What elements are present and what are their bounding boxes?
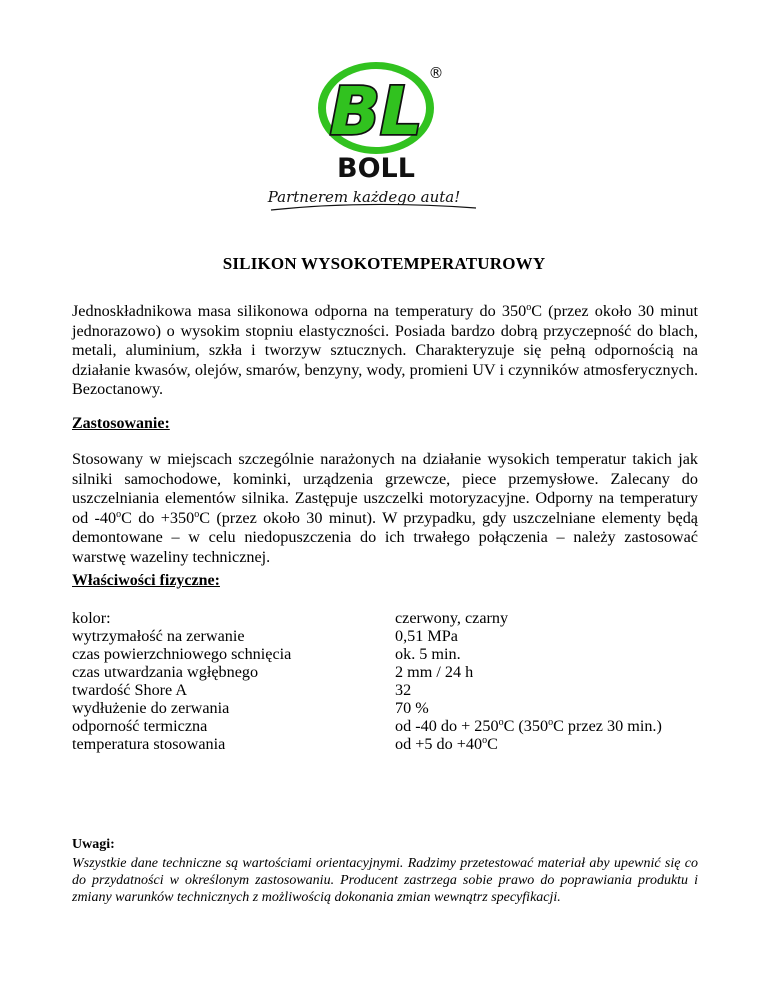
boll-logo-graphic bbox=[256, 60, 506, 220]
usage-heading: Zastosowanie: bbox=[72, 415, 170, 432]
property-row: czas utwardzania wgłębnego 2 mm / 24 h bbox=[72, 663, 474, 681]
property-row: odporność termiczna od -40 do + $250^oC$ (350$^o$C przez 30 min.) bbox=[72, 717, 662, 735]
product-title: SILIKON WYSOKOTEMPERATUROWY bbox=[222, 254, 546, 273]
usage-paragraph: Stosowany w miejscach szczególnie narażonych na działanie wysokich temperatur takich jak silniki samochodowe, kominki, urządzenia grzewcze, piece przemysłowe. Zalecany do uszczelniania elementów silnika. Zastępuje uszczelki motoryzacyjne. Odporny na temperatury od -40$^o$C do $+350^oC$ (przez około 30 minut). W przypadku, gdy uszczelniane elementy będą demontowane – w celu niedopuszczenia do ich trwałego połączenia – należy zastosować warstwę wazeliny technicznej. bbox=[72, 450, 698, 566]
notes-label: Uwagi: bbox=[72, 837, 115, 852]
property-row: temperatura stosowania od +5 do $+40^oC$ bbox=[72, 735, 498, 753]
logo-brand-name: BOLL bbox=[337, 153, 415, 184]
property-row: wydłużenie do zerwania 70 % bbox=[72, 699, 429, 717]
properties-table bbox=[72, 609, 662, 753]
logo-letters: BL bbox=[329, 73, 423, 150]
boll-logo bbox=[256, 60, 506, 220]
properties-heading: Właściwości fizyczne: bbox=[72, 572, 220, 589]
property-row: kolor: czerwony, czarny bbox=[72, 609, 509, 627]
registered-mark: ® bbox=[428, 64, 444, 82]
property-row: twardość Shore A 32 bbox=[72, 681, 412, 699]
notes-text: Wszystkie dane techniczne są wartościami orientacyjnymi. Radzimy przetestować materiał aby upewnić się co do przydatności w określonym zastosowaniu. Producent zastrzega sobie prawo do poprawiania produktu i zmiany warunków technicznych z możliwością dokonania zmian wewnątrz specyfikacji. bbox=[72, 856, 698, 905]
property-row: wytrzymałość na zerwanie 0,51 MPa bbox=[72, 627, 458, 645]
intro-paragraph: Jednoskładnikowa masa silikonowa odporna na temperatury do 350$^o$C (przez około 30 minut jednorazowo) o wysokim stopniu elastyczności. Posiada bardzo dobrą przyczepność do blach, metali, aluminium, szkła i tworzyw sztucznych. Charakteryzuje się pełną odpornością na działanie kwasów, olejów, smarów, benzyny, wody, promieni UV i czynników atmosferycznych. Bezoctanowy. bbox=[72, 302, 698, 398]
logo-slogan: Partnerem każdego auta! bbox=[267, 188, 461, 206]
property-row: czas powierzchniowego schnięcia ok. 5 min. bbox=[72, 645, 461, 663]
